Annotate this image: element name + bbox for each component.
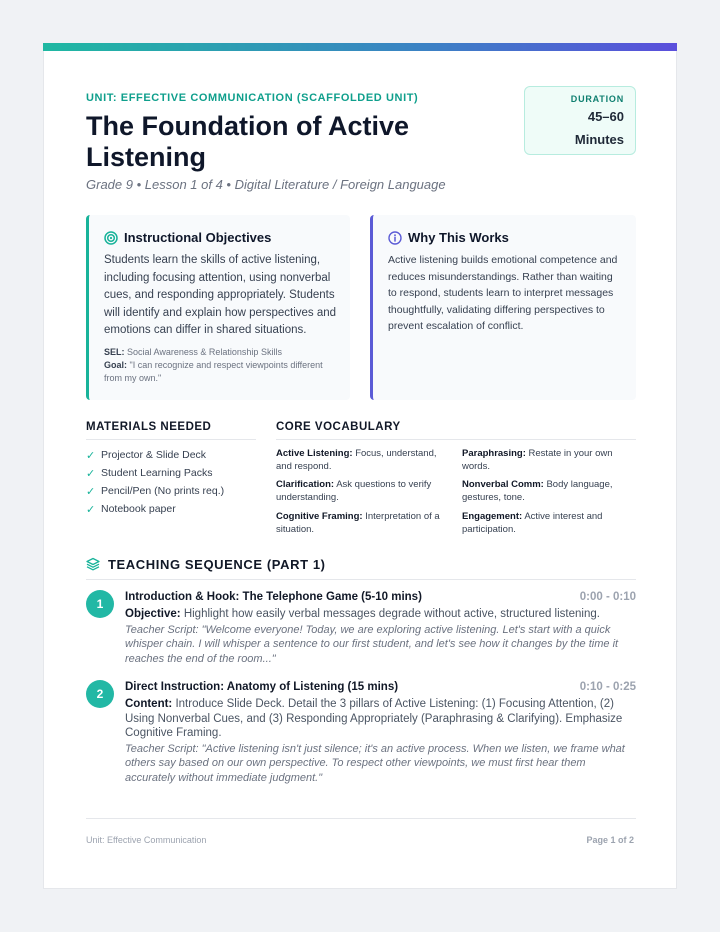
vocab-term-name: Nonverbal Comm:	[462, 479, 544, 490]
duration-box	[524, 86, 636, 155]
check-icon: ✓	[86, 485, 96, 498]
vocab-term	[276, 510, 444, 536]
footer-unit: Unit: Effective Communication	[86, 835, 207, 845]
material-label: Pencil/Pen (No prints req.)	[101, 485, 225, 497]
duration-value: 45–60	[587, 109, 624, 124]
vocab-term	[276, 478, 444, 504]
step-number: 2	[86, 680, 114, 708]
why-title: Why This Works	[408, 230, 509, 245]
step-text: Introduce Slide Deck. Detail the 3 pillars of Active Listening: (1) Focusing Attention, (2) Using Nonverbal Cues, and (3) Responding Appropriately (Paraphrasing & Clarifying). Emphasize Cognitive Framing.	[125, 698, 623, 739]
page-number: Page 1 of 2	[586, 835, 634, 845]
check-icon: ✓	[86, 449, 96, 462]
teacher-script: Teacher Script: "Welcome everyone! Today, we are exploring active listening. Let's start with a quick whisper chain. I will whisper a sentence to our first student, and let's see how it changes by the time it reaches the end of the room..."	[125, 623, 619, 665]
check-icon: ✓	[86, 467, 96, 480]
vocab-term-name: Paraphrasing:	[462, 448, 526, 459]
sequence-title: TEACHING SEQUENCE (PART 1)	[108, 557, 326, 572]
vocab-term-name: Active Listening:	[276, 448, 353, 459]
step-time: 0:10 - 0:25	[579, 681, 636, 693]
step-body	[125, 607, 636, 666]
vocab-term	[276, 447, 444, 473]
info-icon	[388, 231, 402, 245]
layers-icon	[86, 557, 100, 571]
material-label: Student Learning Packs	[101, 467, 213, 479]
sel-label: SEL:	[104, 347, 125, 357]
duration-label: DURATION	[570, 94, 624, 104]
vocab-term-def: Restate in your own words.	[462, 448, 613, 472]
vocab-term	[462, 478, 630, 504]
vocab-term-name: Engagement:	[462, 511, 523, 522]
vocab-term-name: Cognitive Framing:	[276, 511, 363, 522]
teacher-script: Teacher Script: "Active listening isn't just silence; it's an active process. When we listen, we frame what others say based on our own perspective. To respect other viewpoints, we must first hear them accurately without immediate judgment."	[125, 742, 625, 784]
objectives-title: Instructional Objectives	[124, 230, 272, 245]
step-label: Objective:	[125, 608, 181, 620]
vocab-term-def: Ask questions to verify understanding.	[276, 479, 432, 503]
materials-list	[86, 446, 224, 518]
objectives-heading	[104, 230, 271, 245]
list-item	[86, 482, 224, 500]
sequence-step	[86, 590, 636, 670]
objectives-card	[86, 215, 350, 400]
vocab-term-def: Focus, understand, and respond.	[276, 448, 437, 472]
vocab-term-def: Interpretation of a situation.	[276, 511, 440, 535]
objectives-footnote	[104, 346, 342, 385]
why-heading	[388, 230, 509, 245]
sequence-heading	[86, 557, 636, 580]
step-title: Introduction & Hook: The Telephone Game (5-10 mins)	[125, 591, 422, 603]
sequence-step	[86, 680, 636, 790]
list-item	[86, 446, 224, 464]
step-text: Highlight how easily verbal messages degrade without active, structured listening.	[183, 608, 600, 620]
lesson-plan-page	[43, 43, 677, 889]
vocabulary-heading: CORE VOCABULARY	[276, 421, 636, 440]
list-item	[86, 500, 224, 518]
materials-heading: MATERIALS NEEDED	[86, 421, 256, 440]
vocab-term	[462, 447, 630, 473]
step-label: Content:	[125, 698, 173, 710]
sel-text: Social Awareness & Relationship Skills	[127, 347, 282, 357]
goal-text: "I can recognize and respect viewpoints different from my own."	[104, 360, 323, 383]
step-title: Direct Instruction: Anatomy of Listening (15 mins)	[125, 681, 399, 693]
vocab-term-def: Body language, gestures, tone.	[462, 479, 613, 503]
why-body: Active listening builds emotional competence and reduces misunderstandings. Rather than waiting to respond, students learn to interpret messages thoughtfully, validating differing perspectives to prevent escalation of conflict.	[388, 254, 618, 332]
vocab-term-name: Clarification:	[276, 479, 335, 490]
lesson-subtitle: Grade 9 • Lesson 1 of 4 • Digital Literature / Foreign Language	[86, 177, 446, 192]
objectives-body: Students learn the skills of active listening, including focusing attention, using nonverbal cues, and responding appropriately. Students will identify and explain how perspectives and emotions can differ in shared situations.	[104, 254, 337, 336]
check-icon: ✓	[86, 503, 96, 516]
vocab-term	[462, 510, 630, 536]
step-number: 1	[86, 590, 114, 618]
material-label: Notebook paper	[101, 503, 176, 515]
step-time: 0:00 - 0:10	[579, 591, 636, 603]
accent-bar	[43, 43, 677, 51]
list-item	[86, 464, 224, 482]
duration-unit: Minutes	[574, 132, 624, 147]
footer-divider	[86, 818, 636, 819]
goal-label: Goal:	[104, 360, 128, 370]
material-label: Projector & Slide Deck	[101, 449, 207, 461]
target-icon	[104, 231, 118, 245]
unit-eyebrow: UNIT: EFFECTIVE COMMUNICATION (SCAFFOLDED UNIT)	[86, 92, 419, 104]
vocab-term-def: Active interest and participation.	[462, 511, 603, 535]
why-card	[370, 215, 636, 400]
step-body	[125, 697, 636, 785]
page-title: The Foundation of Active Listening	[86, 111, 409, 172]
